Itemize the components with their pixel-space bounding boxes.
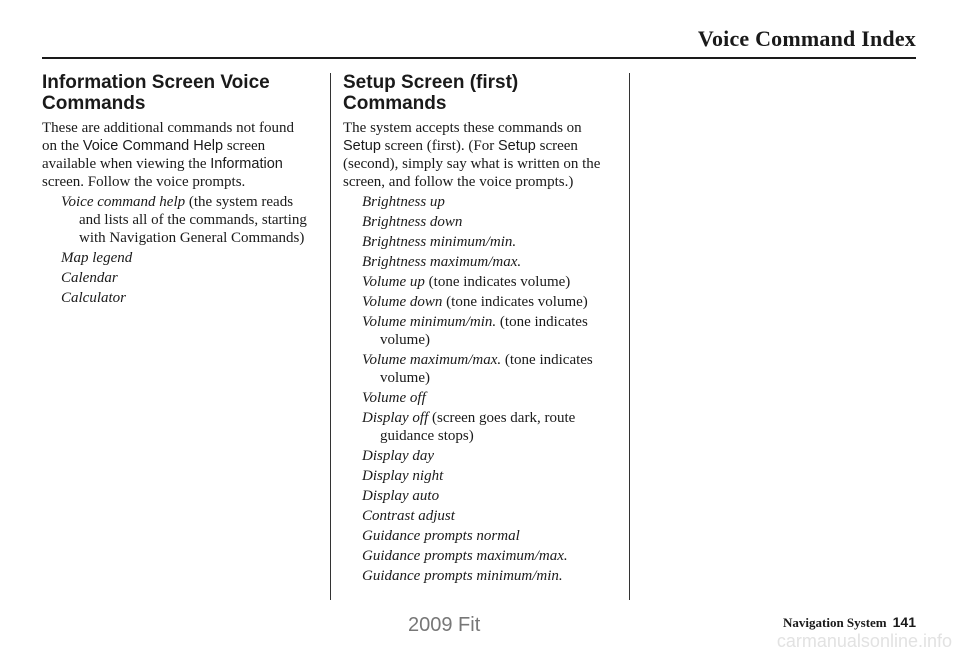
screen-name: Voice Command Help [82, 138, 224, 154]
site-watermark: carmanualsonline.info [776, 631, 952, 651]
voice-command-item [362, 567, 621, 585]
voice-command: Volume off [362, 390, 426, 406]
voice-command: Display day [362, 448, 435, 464]
voice-command-item [362, 447, 621, 465]
column-divider-left [330, 73, 331, 600]
voice-command-item [362, 389, 621, 407]
voice-command: Calculator [61, 290, 127, 306]
intro-text: screen (second), simply say what is written on the screen, and follow the voice prompts.) [343, 138, 601, 190]
screen-name: Setup [343, 138, 381, 154]
voice-command: Voice command help [61, 194, 186, 210]
column-divider-right [629, 73, 630, 600]
voice-command: Brightness up [362, 194, 445, 210]
voice-command: Display off [362, 410, 429, 426]
intro-text: screen (first). (For [380, 138, 498, 154]
voice-command: Guidance prompts minimum/min. [362, 568, 563, 584]
voice-command-item [362, 409, 621, 445]
intro-text: The system accepts these commands on [343, 120, 582, 136]
page-number: 141 [892, 614, 916, 630]
voice-command-item [61, 269, 312, 287]
voice-command: Volume maximum/max. [362, 352, 502, 368]
model-watermark: 2009 Fit [408, 614, 481, 636]
footer-section-name: Navigation System [783, 615, 887, 630]
voice-command: Volume minimum/min. [362, 314, 497, 330]
voice-command: Calendar [61, 270, 118, 286]
screen-name: Setup [497, 138, 536, 154]
title-rule [42, 57, 916, 59]
info-screen-section [42, 72, 312, 307]
command-note: (the system reads and lists all of the commands, starting with Navigation General Commands) [79, 194, 307, 246]
voice-command-item [362, 253, 621, 271]
command-note: (tone indicates volume) [380, 314, 588, 348]
setup-section-heading: Setup Screen (first) Commands [343, 72, 519, 114]
setup-section-intro [343, 119, 621, 191]
page-title: Voice Command Index [697, 26, 916, 51]
voice-command-item [362, 273, 621, 291]
setup-command-list [343, 193, 621, 585]
voice-command: Contrast adjust [362, 508, 455, 524]
voice-command: Brightness down [362, 214, 463, 230]
voice-command: Brightness maximum/max. [362, 254, 522, 270]
voice-command-item [362, 547, 621, 565]
voice-command-item [362, 351, 621, 387]
command-note: (tone indicates volume) [424, 274, 571, 290]
voice-command: Volume up [362, 274, 425, 290]
info-section-intro [42, 119, 312, 191]
page-footer [783, 614, 916, 631]
voice-command: Display night [362, 468, 444, 484]
voice-command-item [362, 313, 621, 349]
intro-text: These are additional commands not found on the [42, 120, 295, 154]
voice-command-item [362, 213, 621, 231]
command-note: (tone indicates volume) [380, 352, 593, 386]
command-note: (tone indicates volume) [442, 294, 588, 310]
voice-command-item [362, 233, 621, 251]
info-command-list [42, 193, 312, 307]
voice-command: Map legend [61, 250, 133, 266]
voice-command-item [362, 527, 621, 545]
intro-text: screen available when viewing the [42, 138, 266, 172]
voice-command-item [362, 193, 621, 211]
info-section-heading: Information Screen Voice Commands [42, 72, 270, 114]
voice-command-item [61, 249, 312, 267]
voice-command: Brightness minimum/min. [362, 234, 517, 250]
command-note: (screen goes dark, route guidance stops) [380, 410, 576, 444]
voice-command-item [61, 193, 312, 247]
screen-name: Information [210, 156, 283, 172]
voice-command-item [61, 289, 312, 307]
voice-command-item [362, 293, 621, 311]
setup-screen-section [343, 72, 621, 585]
voice-command-item [362, 507, 621, 525]
voice-command: Guidance prompts maximum/max. [362, 548, 568, 564]
voice-command: Volume down [362, 294, 443, 310]
voice-command-item [362, 487, 621, 505]
voice-command: Guidance prompts normal [362, 528, 520, 544]
voice-command-item [362, 467, 621, 485]
voice-command: Display auto [362, 488, 440, 504]
intro-text: screen. Follow the voice prompts. [42, 174, 246, 190]
